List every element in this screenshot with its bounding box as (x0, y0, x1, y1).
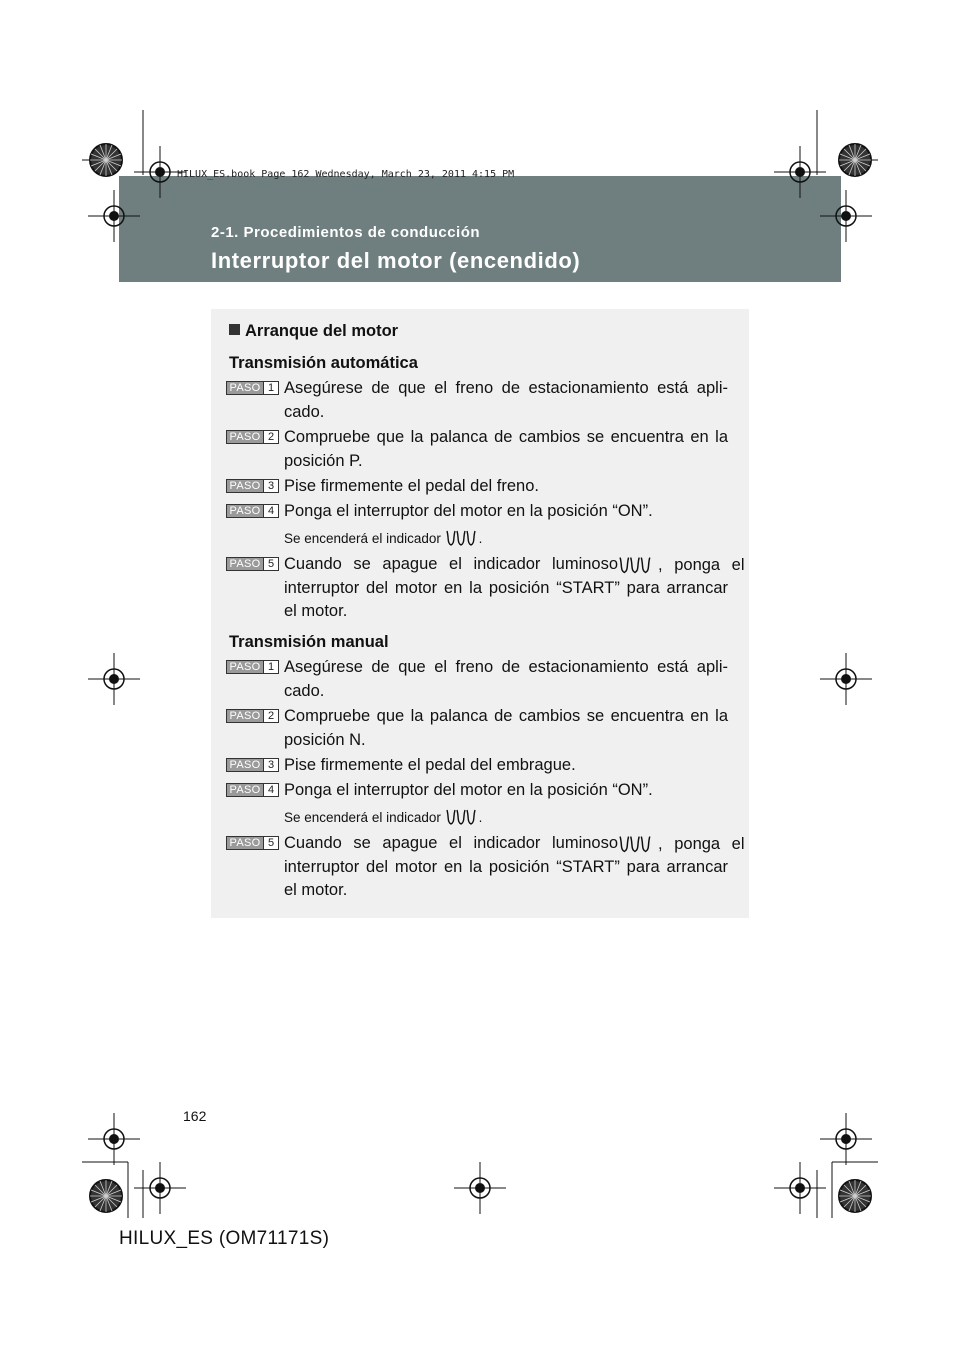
manual-step1-line1: Asegúrese de que el freno de estacionamiento está apli- (284, 658, 728, 676)
paso-badge: PASO 3 (226, 758, 279, 772)
manual-title: Transmisión manual (229, 633, 389, 651)
page-title: Interruptor del motor (encendido) (211, 248, 581, 273)
manual-step5-line3: el motor. (284, 881, 348, 899)
manual-step5-line2: interruptor del motor en la posición “START” para arrancar (284, 858, 728, 876)
document-code: HILUX_ES (OM71171S) (119, 1228, 330, 1249)
auto-step2-line1: Compruebe que la palanca de cambios se encuentra en la (284, 428, 728, 446)
section-heading: Arranque del motor (229, 322, 398, 341)
paso-badge: PASO 2 (226, 430, 279, 444)
paso-badge: PASO 1 (226, 381, 279, 395)
paso-badge: PASO 2 (226, 709, 279, 723)
manual-step3: Pise firmemente el pedal del embrague. (284, 756, 576, 774)
auto-step5-line3: el motor. (284, 602, 348, 620)
auto-step2-line2: posición P. (284, 452, 363, 470)
automatic-title: Transmisión automática (229, 354, 418, 372)
auto-step1-line2: cado. (284, 403, 325, 421)
manual-step1-line2: cado. (284, 682, 325, 700)
page-number: 162 (183, 1108, 207, 1124)
paso-badge: PASO 1 (226, 660, 279, 674)
manual-step2-line2: posición N. (284, 731, 366, 749)
manual-note: Se encenderá el indicador . (284, 810, 483, 825)
manual-step2-line1: Compruebe que la palanca de cambios se encuentra en la (284, 707, 728, 725)
paso-badge: PASO 4 (226, 783, 279, 797)
auto-step1-line1: Asegúrese de que el freno de estacionamiento está apli- (284, 379, 728, 397)
paso-badge: PASO 5 (226, 836, 279, 850)
manual-step5-line1: Cuando se apague el indicador luminoso , ponga el (284, 834, 745, 853)
auto-step5-line1: Cuando se apague el indicador luminoso , ponga el (284, 555, 745, 574)
paso-badge: PASO 4 (226, 504, 279, 518)
print-info-line: HILUX_ES.book Page 162 Wednesday, March 23, 2011 4:15 PM (177, 169, 515, 180)
auto-step5-line2: interruptor del motor en la posición “START” para arrancar (284, 579, 728, 597)
manual-step4: Ponga el interruptor del motor en la posición “ON”. (284, 781, 653, 799)
auto-step4: Ponga el interruptor del motor en la posición “ON”. (284, 502, 653, 520)
auto-step3: Pise firmemente el pedal del freno. (284, 477, 539, 495)
auto-note: Se encenderá el indicador . (284, 531, 483, 546)
paso-badge: PASO 5 (226, 557, 279, 571)
paso-badge: PASO 3 (226, 479, 279, 493)
section-label: 2-1. Procedimientos de conducción (211, 224, 481, 241)
